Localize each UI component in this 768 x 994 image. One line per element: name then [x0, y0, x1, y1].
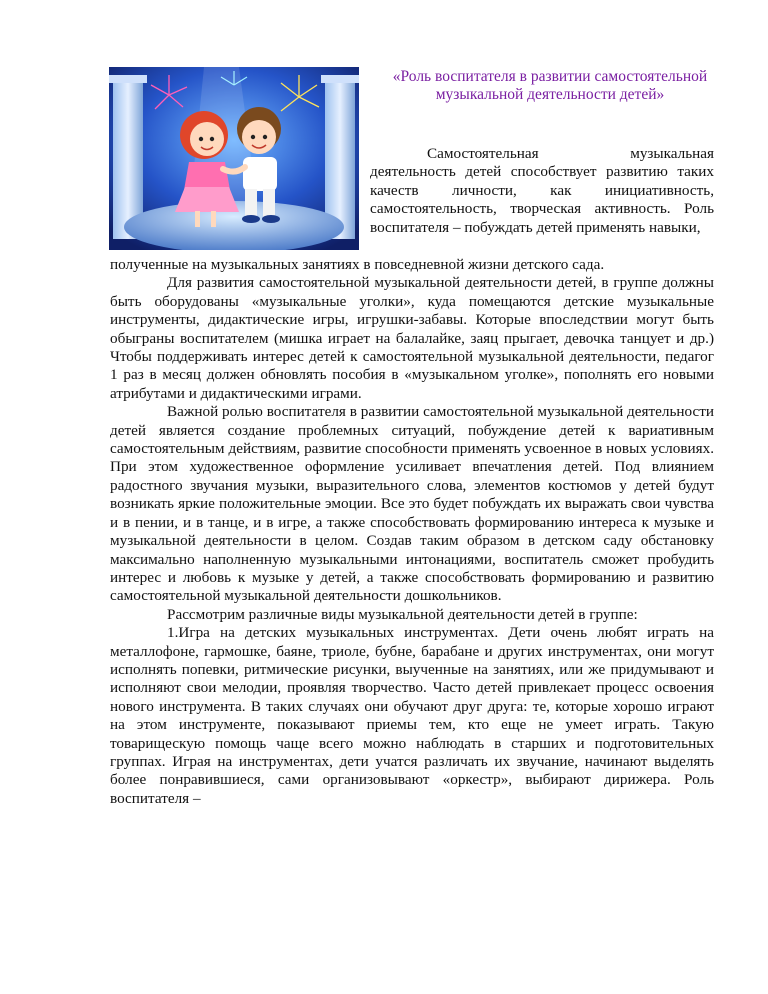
paragraph-instruments: 1.Игра на детских музыкальных инструментах. Дети очень любят играть на металлофоне, гармошке, баяне, триоле, бубне, барабане и других инструментах, они могут исполнять попевки, ритмические рисунки, выученные на занятиях, или же придумывают и исполняют свои мелодии, проявляя творчество. Часто детей привлекает процесс освоения нового инструмента. В таких случаях они обучают друг друга: те, которые хорошо играют на этом инструменте, показывают приемы тем, кто еще не умеет играть. Такую товарищескую помощь чаще всего можно наблюдать в старших и подготовительных группах. Играя на инструментах, дети учатся различать их звучание, начинают выделять более понравившиеся, сами организовывают «оркестр», выбирают дирижера. Роль воспитателя –: [110, 624, 714, 807]
paragraph-activity-types: Рассмотрим различные виды музыкальной деятельности детей в группе:: [167, 605, 638, 623]
dancing-children-image: [109, 67, 359, 250]
intro-beside-image: [370, 145, 714, 237]
intro-continuation: полученные на музыкальных занятиях в повседневной жизни детского сада.: [110, 256, 605, 273]
intro-paragraph: Самостоятельная музыкальная деятельность детей способствует развитию таких качеств личности, как инициативность, самостоятельность, творческая активность. Роль воспитателя – побуждать детей применять навыки,: [370, 145, 714, 236]
paragraph-music-corners: Для развития самостоятельной музыкальной деятельности детей, в группе должны быть оборудованы «музыкальные уголки», куда помещаются детские музыкальные инструменты, дидактические игры, игрушки-забавы. Которые впоследствии могут быть обыграны воспитателем (мишка играет на балалайке, заяц прыгает, девочка танцует и др.) Чтобы поддерживать интерес детей к самостоятельной музыкальной деятельности, педагог 1 раз в месяц должен обновлять пособия в «музыкальном уголке», пополнять его новыми атрибутами и дидактическими играми.: [110, 274, 714, 402]
document-body: [110, 256, 714, 808]
paragraph-teacher-role: Важной ролью воспитателя в развитии самостоятельной музыкальной деятельности детей является создание проблемных ситуаций, побуждение детей к вариативным самостоятельным действиям, развитие способности применять усвоенное в новых условиях. При этом художественное оформление усиливает впечатления детей. Под влиянием радостного звучания музыки, выразительного слова, элементов костюмов у детей будут возникать яркие положительные эмоции. Все это будет побуждать их выражать свои чувства и в пении, и в танце, и в игре, а также способствовать формированию интереса к музыке и музыкальной деятельности в целом. Создав таким образом в детском саду обстановку максимально наполненную музыкальными интонациями, воспитатель сможет пробудить интерес и любовь к музыке у детей, а также способствовать формированию и развитию самостоятельной музыкальной деятельности дошкольников.: [110, 403, 714, 605]
dancing-children-illustration: [109, 67, 359, 250]
document-title: «Роль воспитателя в развитии самостоятельной музыкальной деятельности детей»: [392, 68, 708, 103]
